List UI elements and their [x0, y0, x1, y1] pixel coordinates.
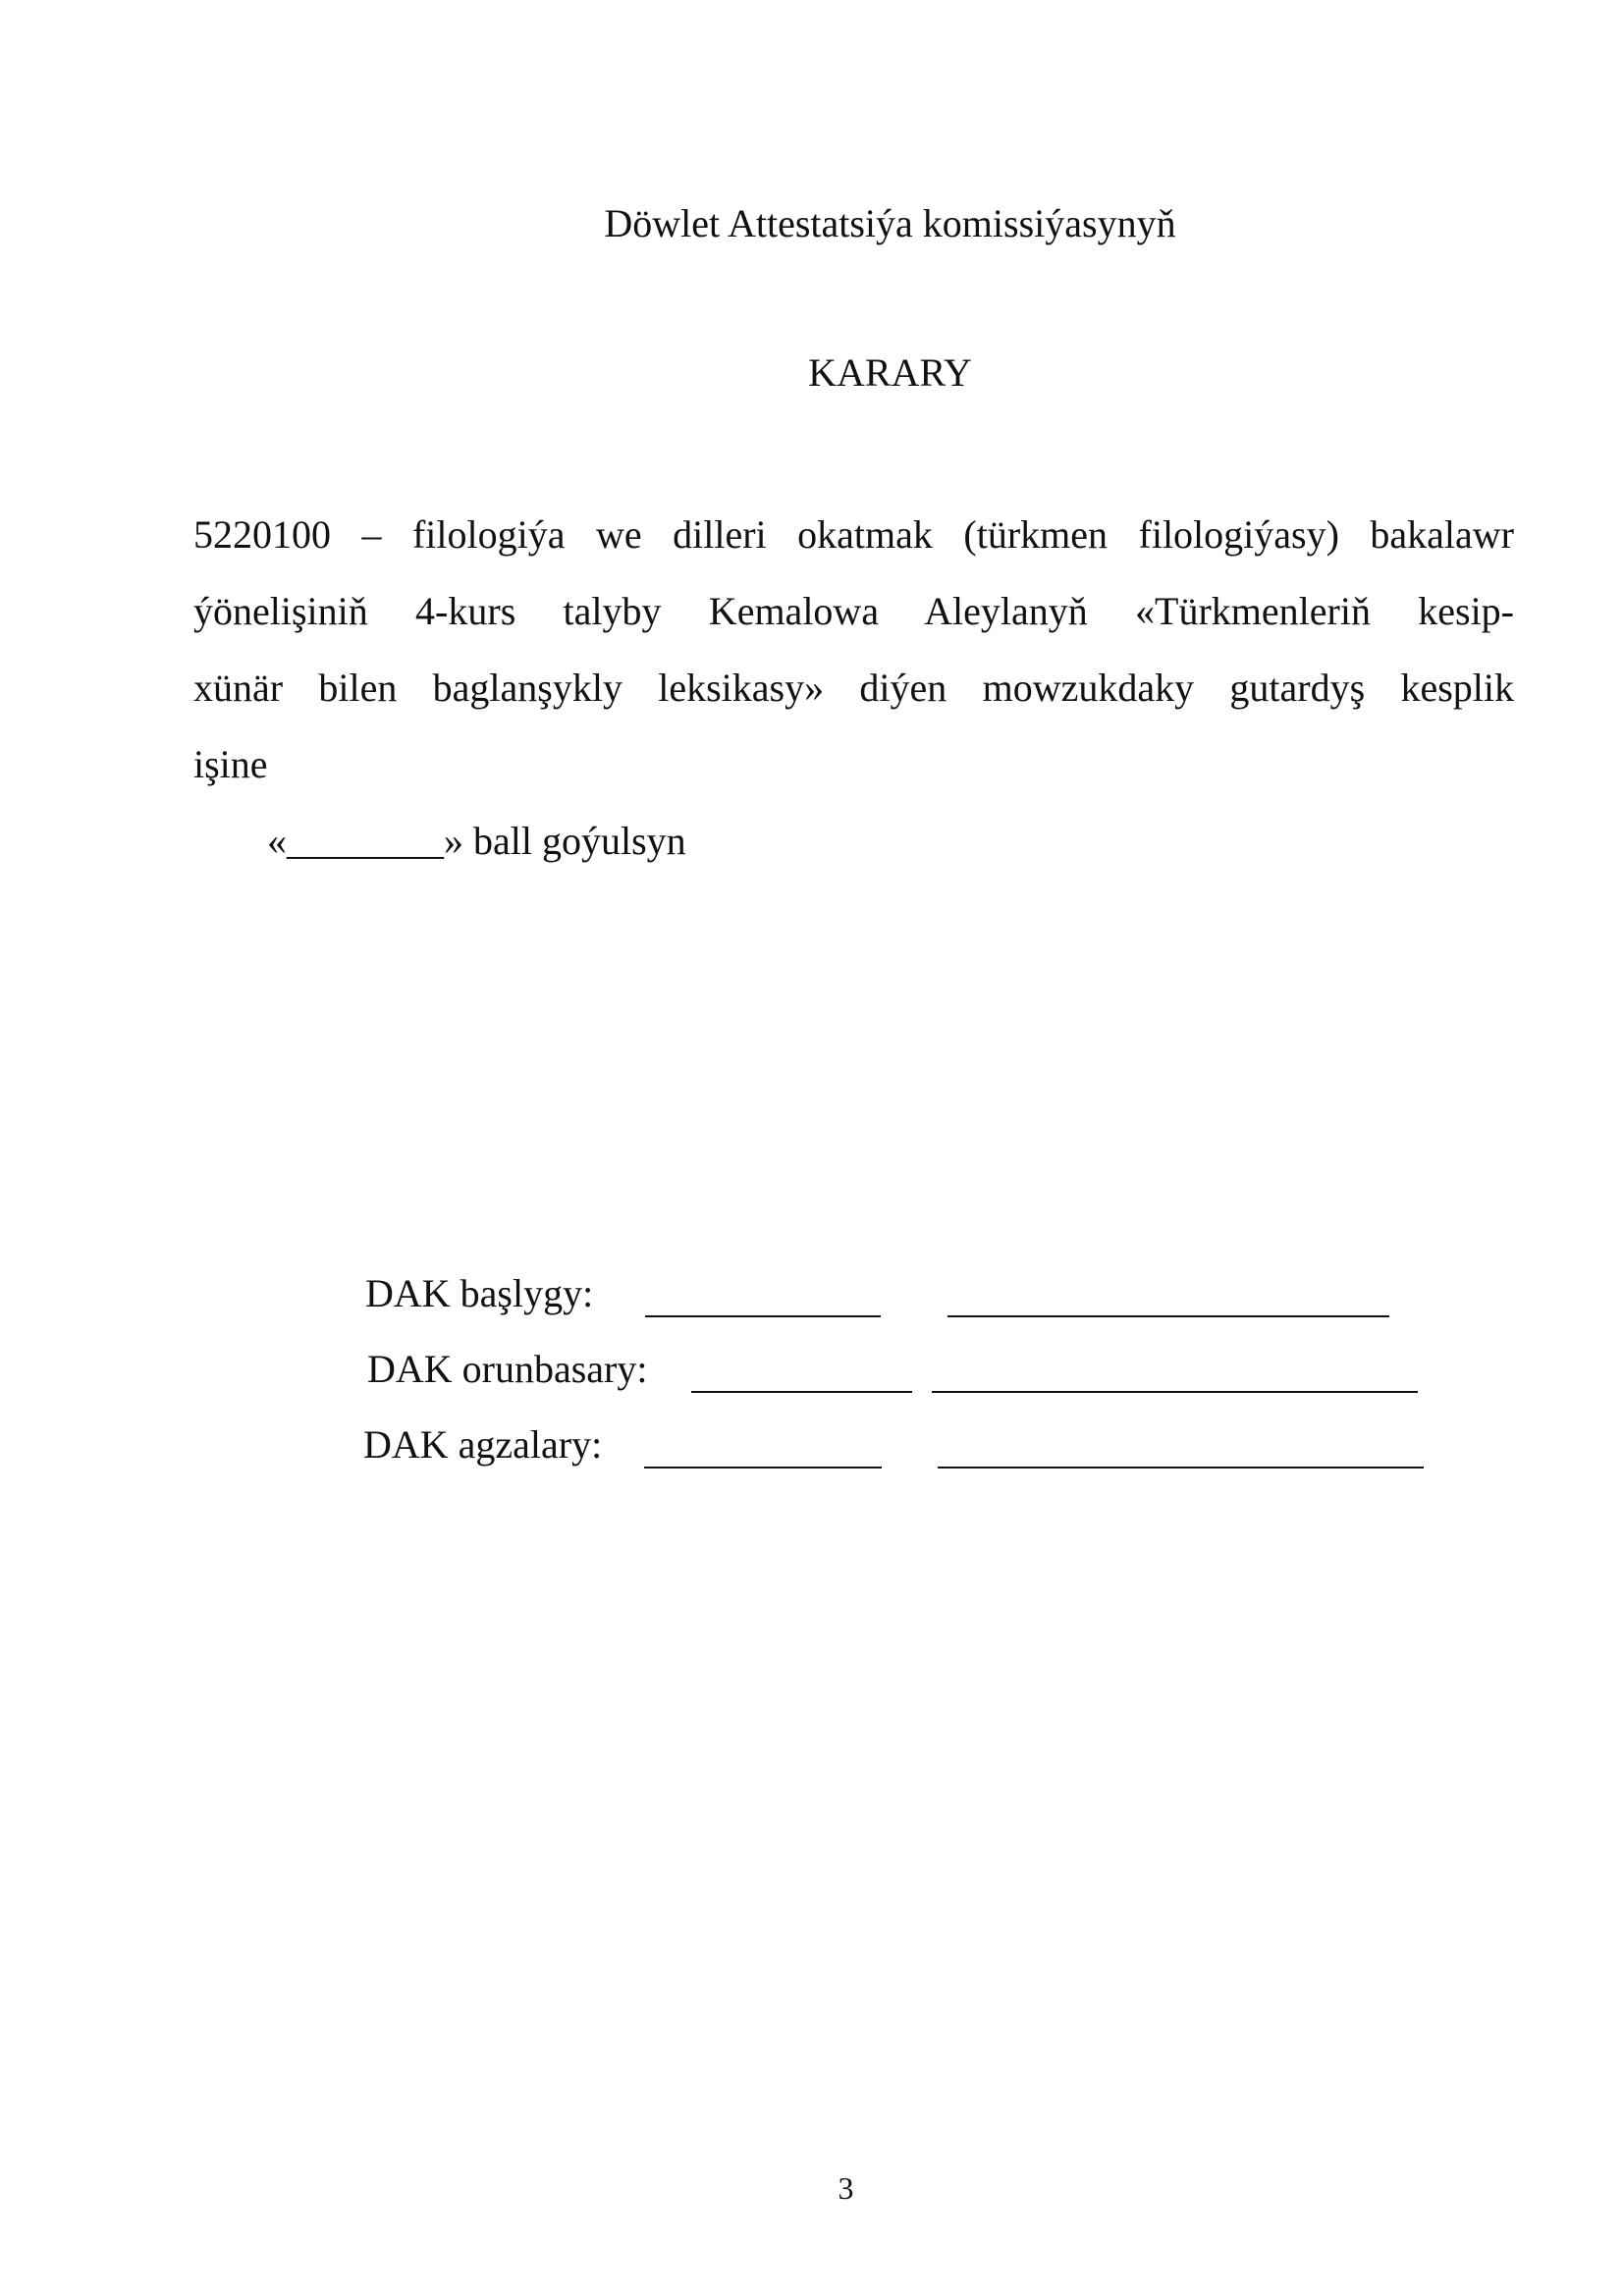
signature-row-deputy	[367, 1346, 648, 1393]
signature-row-chair	[365, 1270, 593, 1317]
body-line: işine	[193, 742, 268, 786]
decision-body	[193, 497, 1514, 803]
signature-line	[645, 1270, 881, 1317]
decision-title: KARARY	[808, 350, 972, 395]
name-line	[947, 1270, 1389, 1317]
body-line: xünär bilen baglanşykly leksikasy» diýen mowzukdaky gutardyş kesplik	[193, 666, 1514, 710]
members-label: DAK agzalary:	[363, 1422, 603, 1467]
deputy-label: DAK orunbasary:	[367, 1347, 648, 1391]
name-line	[938, 1421, 1424, 1468]
commission-title: Döwlet Attestatsiýa komissiýasynyň	[604, 201, 1176, 245]
body-line: ýönelişiniň 4-kurs talyby Kemalowa Aleylanyň «Türkmenleriň kesip-	[193, 589, 1514, 633]
page-number: 3	[838, 2170, 854, 2206]
signature-row-members	[363, 1421, 602, 1468]
name-line	[932, 1346, 1418, 1393]
signature-line	[644, 1421, 882, 1468]
signature-line	[691, 1346, 912, 1393]
body-line: 5220100 – filologiýa we dilleri okatmak (türkmen filologiýasy) bakalawr	[193, 512, 1514, 557]
grade-line: «________» ball goýulsyn	[267, 819, 686, 863]
chair-label: DAK başlygy:	[365, 1271, 594, 1315]
